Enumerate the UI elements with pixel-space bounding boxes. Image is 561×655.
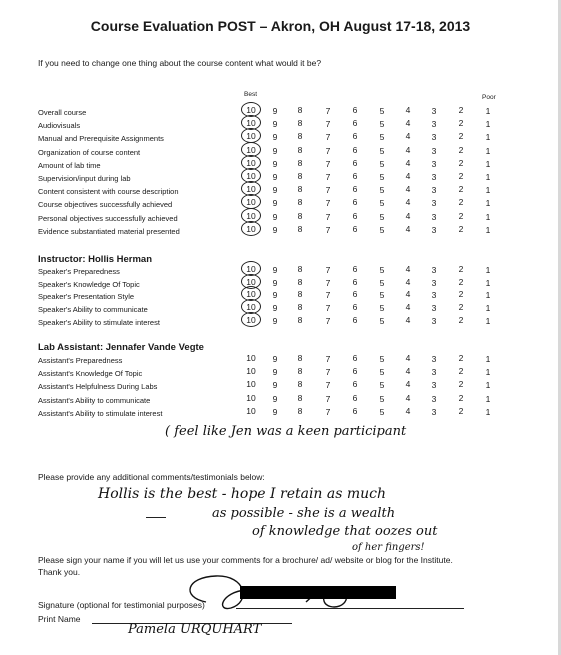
signature-label: Signature (optional for testimonial purposes) xyxy=(38,600,205,610)
lab-rating-option[interactable]: 3 xyxy=(431,393,437,404)
course-rating-option[interactable]: 10 xyxy=(246,184,256,195)
course-rating-option[interactable]: 1 xyxy=(485,158,491,169)
course-rating-option[interactable]: 9 xyxy=(272,132,278,143)
lab-rating-option[interactable]: 6 xyxy=(352,366,358,377)
course-rating-option[interactable]: 7 xyxy=(325,119,331,130)
lab-rating-option[interactable]: 5 xyxy=(379,380,385,391)
instructor-rating-option[interactable]: 3 xyxy=(431,315,437,326)
instructor-rating-option[interactable]: 1 xyxy=(485,277,491,288)
course-rating-option[interactable]: 7 xyxy=(325,172,331,182)
course-rating-option[interactable]: 10 xyxy=(246,144,256,155)
course-rating-option[interactable]: 3 xyxy=(431,119,437,130)
handwritten-comment-line-4: of her fingers! xyxy=(352,542,425,553)
lab-rating-option[interactable]: 2 xyxy=(458,366,464,377)
course-rating-option[interactable]: 5 xyxy=(379,198,385,209)
consent-thanks: Thank you. xyxy=(38,567,81,577)
course-rating-option[interactable]: 4 xyxy=(405,131,411,142)
course-rating-option[interactable]: 8 xyxy=(297,223,303,234)
course-rating-option[interactable]: 10 xyxy=(246,118,256,129)
instructor-row-label: Speaker's Ability to communicate xyxy=(38,305,148,315)
instructor-rating-option[interactable]: 1 xyxy=(485,265,491,275)
instructor-rating-option[interactable]: 5 xyxy=(379,290,385,301)
instructor-rating-option[interactable]: 9 xyxy=(272,290,278,301)
lab-rating-option[interactable]: 1 xyxy=(485,393,491,404)
course-rating-option[interactable]: 7 xyxy=(325,145,331,156)
course-rating-option[interactable]: 7 xyxy=(325,211,331,222)
lab-assistant-heading: Lab Assistant: Jennafer Vande Vegte xyxy=(38,342,204,353)
instructor-rating-option[interactable]: 8 xyxy=(297,264,303,274)
instructor-rating-option[interactable]: 10 xyxy=(246,289,256,300)
instructor-rating-option[interactable]: 3 xyxy=(431,277,437,288)
course-rating-option[interactable]: 4 xyxy=(405,197,411,208)
instructor-rating-option[interactable]: 6 xyxy=(352,314,358,325)
instructor-rating-option[interactable]: 8 xyxy=(297,302,303,313)
lab-rating-option[interactable]: 1 xyxy=(485,380,491,391)
instructor-rating-option[interactable]: 6 xyxy=(352,289,358,300)
scale-best-label: Best xyxy=(244,91,258,98)
instructor-rating-option[interactable]: 6 xyxy=(352,302,358,313)
lab-rating-option[interactable]: 4 xyxy=(405,392,411,403)
instructor-row-label: Speaker's Ability to stimulate interest xyxy=(38,317,160,327)
instructor-rating-option[interactable]: 3 xyxy=(431,265,437,275)
instructor-row-label: Speaker's Presentation Style xyxy=(38,292,135,302)
instructor-heading: Instructor: Hollis Herman xyxy=(38,254,153,265)
course-rating-option[interactable]: 6 xyxy=(352,210,358,221)
consent-text: Please sign your name if you will let us use your comments for a brochure/ ad/ website or blog for the Institute. xyxy=(38,555,453,565)
lab-rating-option[interactable]: 1 xyxy=(485,354,491,364)
course-rating-option[interactable]: 2 xyxy=(458,223,464,234)
lab-rating-option[interactable]: 8 xyxy=(297,366,303,377)
instructor-rating-option[interactable]: 10 xyxy=(246,264,256,274)
course-rating-option[interactable]: 5 xyxy=(379,158,385,169)
course-rating-option[interactable]: 4 xyxy=(405,157,411,168)
instructor-rating-option[interactable]: 4 xyxy=(405,314,411,325)
lab-rating-option[interactable]: 8 xyxy=(297,392,303,403)
lab-rating-option[interactable]: 7 xyxy=(325,380,331,391)
print-name-label: Print Name xyxy=(38,614,81,624)
course-rating-option[interactable]: 7 xyxy=(325,158,331,169)
lab-rating-option[interactable]: 10 xyxy=(246,405,256,416)
lab-row-label: Assistant's Knowledge Of Topic xyxy=(38,369,143,379)
lab-rating-option[interactable]: 5 xyxy=(379,354,385,364)
course-rating-option[interactable]: 3 xyxy=(431,185,437,196)
lab-rating-option[interactable]: 2 xyxy=(458,392,464,403)
course-rating-option[interactable]: 6 xyxy=(352,171,358,181)
handwritten-comment-line-1: Hollis is the best - hope I retain as much xyxy=(98,486,387,502)
course-rating-option[interactable]: 7 xyxy=(325,106,331,116)
course-rating-option[interactable]: 7 xyxy=(325,132,331,143)
course-rating-option[interactable]: 8 xyxy=(297,197,303,208)
lab-rating-option[interactable]: 8 xyxy=(297,353,303,363)
course-rating-option[interactable]: 2 xyxy=(458,197,464,208)
lab-rating-option[interactable]: 5 xyxy=(379,406,385,417)
instructor-rating-option[interactable]: 1 xyxy=(485,290,491,301)
course-rating-option[interactable]: 1 xyxy=(485,185,491,196)
lab-rating-option[interactable]: 1 xyxy=(485,367,491,378)
course-rating-option[interactable]: 8 xyxy=(297,210,303,221)
instructor-rating-option[interactable]: 6 xyxy=(352,276,358,287)
course-rating-option[interactable]: 9 xyxy=(272,198,278,209)
lab-rating-option[interactable]: 9 xyxy=(272,406,278,417)
course-row-label: Overall course xyxy=(38,108,87,117)
course-rating-option[interactable]: 5 xyxy=(379,119,385,130)
lab-rating-option[interactable]: 7 xyxy=(325,406,331,417)
lab-rating-option[interactable]: 6 xyxy=(352,379,358,390)
lab-rating-option[interactable]: 4 xyxy=(405,353,411,363)
course-rating-option[interactable]: 4 xyxy=(405,144,411,155)
comments-prompt: Please provide any additional comments/testimonials below: xyxy=(38,472,265,482)
course-rating-option[interactable]: 3 xyxy=(431,211,437,222)
lab-rating-option[interactable]: 9 xyxy=(272,354,278,364)
lab-rating-option[interactable]: 10 xyxy=(246,379,256,390)
course-rating-option[interactable]: 7 xyxy=(325,224,331,235)
course-rating-option[interactable]: 8 xyxy=(297,144,303,155)
course-rating-option[interactable]: 8 xyxy=(297,118,303,129)
instructor-rating-option[interactable]: 2 xyxy=(458,276,464,287)
course-rating-option[interactable]: 1 xyxy=(485,132,491,143)
course-rating-option[interactable]: 5 xyxy=(379,145,385,156)
lab-row-label: Assistant's Ability to stimulate interest xyxy=(38,408,163,418)
instructor-rating-option[interactable]: 4 xyxy=(405,264,411,274)
course-rating-option[interactable]: 3 xyxy=(431,145,437,156)
course-rating-option[interactable]: 9 xyxy=(272,172,278,182)
lab-rating-option[interactable]: 9 xyxy=(272,380,278,391)
instructor-rating-option[interactable]: 7 xyxy=(325,315,331,326)
course-rating-option[interactable]: 4 xyxy=(405,223,411,234)
course-rating-option[interactable]: 8 xyxy=(297,157,303,168)
instructor-rating-option[interactable]: 4 xyxy=(405,289,411,300)
course-rating-option[interactable]: 6 xyxy=(352,197,358,208)
course-rating-option[interactable]: 4 xyxy=(405,171,411,181)
course-rating-option[interactable]: 5 xyxy=(379,224,385,235)
instructor-rating-option[interactable]: 5 xyxy=(379,303,385,314)
course-row-label: Supervision/input during lab xyxy=(38,174,131,183)
instructor-rating-option[interactable]: 3 xyxy=(431,303,437,314)
course-rating-option[interactable]: 9 xyxy=(272,211,278,222)
instructor-rating-option[interactable]: 10 xyxy=(246,314,256,325)
instructor-rating-option[interactable]: 10 xyxy=(246,276,256,287)
lab-rating-option[interactable]: 8 xyxy=(297,405,303,416)
lab-rating-option[interactable]: 9 xyxy=(272,393,278,404)
course-rating-option[interactable]: 4 xyxy=(405,184,411,195)
instructor-rating-option[interactable]: 9 xyxy=(272,303,278,314)
course-row-label: Course objectives successfully achieved xyxy=(38,200,173,210)
instructor-rating-option[interactable]: 2 xyxy=(458,302,464,313)
course-rating-option[interactable]: 2 xyxy=(458,131,464,142)
lab-rating-option[interactable]: 2 xyxy=(458,379,464,390)
lab-rating-option[interactable]: 3 xyxy=(431,380,437,391)
course-rating-option[interactable]: 5 xyxy=(379,132,385,143)
course-rating-option[interactable]: 5 xyxy=(379,172,385,182)
course-rating-option[interactable]: 3 xyxy=(431,106,437,116)
course-rating-option[interactable]: 6 xyxy=(352,131,358,142)
course-rating-option[interactable]: 1 xyxy=(485,198,491,209)
course-rating-option[interactable]: 9 xyxy=(272,145,278,156)
course-rating-option[interactable]: 2 xyxy=(458,184,464,195)
course-row-label: Evidence substantiated material presented xyxy=(38,226,180,236)
course-rating-option[interactable]: 2 xyxy=(458,144,464,155)
course-rating-option[interactable]: 1 xyxy=(485,211,491,222)
lab-rating-option[interactable]: 3 xyxy=(431,367,437,378)
lab-rating-option[interactable]: 6 xyxy=(352,353,358,363)
lab-rating-option[interactable]: 3 xyxy=(431,354,437,364)
instructor-rating-option[interactable]: 6 xyxy=(352,264,358,274)
course-rating-option[interactable]: 5 xyxy=(379,211,385,222)
course-rating-option[interactable]: 6 xyxy=(352,118,358,129)
lab-rating-option[interactable]: 3 xyxy=(431,406,437,417)
course-rating-option[interactable]: 4 xyxy=(405,105,411,115)
course-rating-option[interactable]: 6 xyxy=(352,184,358,195)
instructor-rating-option[interactable]: 8 xyxy=(297,289,303,300)
instructor-rating-option[interactable]: 8 xyxy=(297,276,303,287)
instructor-rating-option[interactable]: 5 xyxy=(379,315,385,326)
course-rating-option[interactable]: 10 xyxy=(246,105,256,115)
course-row-label: Organization of course content xyxy=(38,147,141,157)
lab-row-label: Assistant's Helpfulness During Labs xyxy=(38,382,158,392)
course-rating-option[interactable]: 6 xyxy=(352,105,358,115)
instructor-rating-option[interactable]: 5 xyxy=(379,265,385,275)
course-rating-option[interactable]: 5 xyxy=(379,185,385,196)
instructor-rating-option[interactable]: 2 xyxy=(458,314,464,325)
instructor-rating-option[interactable]: 7 xyxy=(325,303,331,314)
handwritten-comment-line-2: as possible - she is a wealth xyxy=(212,506,396,521)
course-rating-option[interactable]: 3 xyxy=(431,172,437,182)
course-rating-option[interactable]: 2 xyxy=(458,171,464,181)
course-rating-option[interactable]: 6 xyxy=(352,144,358,155)
lab-rating-option[interactable]: 4 xyxy=(405,405,411,416)
lab-rating-option[interactable]: 1 xyxy=(485,406,491,417)
instructor-rating-option[interactable]: 8 xyxy=(297,314,303,325)
lab-rating-option[interactable]: 10 xyxy=(246,392,256,403)
page-title: Course Evaluation POST – Akron, OH August 17-18, 2013 xyxy=(90,18,471,34)
course-rating-option[interactable]: 1 xyxy=(485,224,491,235)
lab-rating-option[interactable]: 7 xyxy=(325,367,331,378)
course-rating-option[interactable]: 10 xyxy=(246,197,256,208)
scale-poor-label: Poor xyxy=(482,94,496,101)
instructor-rating-option[interactable]: 9 xyxy=(272,265,278,275)
lab-rating-option[interactable]: 5 xyxy=(379,367,385,378)
instructor-rating-option[interactable]: 4 xyxy=(405,276,411,287)
lab-rating-option[interactable]: 2 xyxy=(458,405,464,416)
lab-row-label: Assistant's Ability to communicate xyxy=(38,395,151,405)
course-rating-option[interactable]: 3 xyxy=(431,132,437,143)
lab-rating-option[interactable]: 4 xyxy=(405,366,411,377)
course-rating-option[interactable]: 2 xyxy=(458,105,464,115)
course-rating-option[interactable]: 8 xyxy=(297,131,303,142)
instructor-row-label: Speaker's Preparedness xyxy=(38,267,120,276)
lab-rating-option[interactable]: 7 xyxy=(325,354,331,364)
instructor-rating-option[interactable]: 1 xyxy=(485,315,491,326)
lab-rating-option[interactable]: 7 xyxy=(325,393,331,404)
course-rating-option[interactable]: 2 xyxy=(458,118,464,129)
comment-dash xyxy=(146,517,166,518)
instructor-rating-option[interactable]: 10 xyxy=(246,302,256,313)
handwritten-comment-line-3: of knowledge that oozes out xyxy=(252,524,438,539)
course-row-label: Content consistent with course description xyxy=(38,187,179,197)
handwritten-lab-note: ( feel like Jen was a keen participant xyxy=(165,424,407,439)
lab-rating-option[interactable]: 4 xyxy=(405,379,411,390)
course-rating-option[interactable]: 3 xyxy=(431,158,437,169)
course-rating-option[interactable]: 3 xyxy=(431,198,437,209)
lab-rating-option[interactable]: 10 xyxy=(246,353,256,363)
lab-rating-option[interactable]: 2 xyxy=(458,353,464,363)
course-rating-option[interactable]: 10 xyxy=(246,131,256,142)
course-row-label: Personal objectives successfully achieved xyxy=(38,213,178,223)
course-rating-option[interactable]: 3 xyxy=(431,224,437,235)
course-rating-option[interactable]: 7 xyxy=(325,185,331,196)
printed-name-handwritten: Pamela URQUHART xyxy=(128,622,262,637)
instructor-rating-option[interactable]: 7 xyxy=(325,277,331,288)
course-rating-option[interactable]: 8 xyxy=(297,105,303,115)
course-rating-option[interactable]: 10 xyxy=(246,210,256,221)
instructor-rating-option[interactable]: 4 xyxy=(405,302,411,313)
question-text: If you need to change one thing about the course content what would it be? xyxy=(38,58,322,68)
course-row-label: Manual and Prerequisite Assignments xyxy=(38,134,164,144)
instructor-selected-rating-circle xyxy=(241,312,261,327)
course-rating-option[interactable]: 5 xyxy=(379,106,385,116)
lab-rating-option[interactable]: 9 xyxy=(272,367,278,378)
course-rating-option[interactable]: 6 xyxy=(352,223,358,234)
course-rating-option[interactable]: 9 xyxy=(272,185,278,196)
lab-rating-option[interactable]: 6 xyxy=(352,405,358,416)
course-rating-option[interactable]: 7 xyxy=(325,198,331,209)
course-rating-option[interactable]: 4 xyxy=(405,210,411,221)
course-rating-option[interactable]: 10 xyxy=(246,223,256,234)
course-selected-rating-circle xyxy=(241,221,261,236)
course-rating-option[interactable]: 1 xyxy=(485,172,491,182)
course-rating-option[interactable]: 1 xyxy=(485,119,491,130)
instructor-rating-option[interactable]: 3 xyxy=(431,290,437,301)
lab-row-label: Assistant's Preparedness xyxy=(38,356,123,365)
instructor-rating-option[interactable]: 5 xyxy=(379,277,385,288)
course-row-label: Audiovisuals xyxy=(38,121,81,131)
course-rating-option[interactable]: 8 xyxy=(297,184,303,195)
lab-rating-option[interactable]: 5 xyxy=(379,393,385,404)
instructor-row-label: Speaker's Knowledge Of Topic xyxy=(38,279,140,289)
course-rating-option[interactable]: 9 xyxy=(272,119,278,130)
lab-rating-option[interactable]: 10 xyxy=(246,366,256,377)
course-rating-option[interactable]: 1 xyxy=(485,145,491,156)
course-rating-option[interactable]: 9 xyxy=(272,106,278,116)
course-rating-option[interactable]: 6 xyxy=(352,157,358,168)
instructor-rating-option[interactable]: 9 xyxy=(272,277,278,288)
course-rating-option[interactable]: 10 xyxy=(246,171,256,181)
instructor-rating-option[interactable]: 7 xyxy=(325,290,331,301)
course-rating-option[interactable]: 9 xyxy=(272,158,278,169)
course-rating-option[interactable]: 10 xyxy=(246,157,256,168)
course-rating-option[interactable]: 9 xyxy=(272,224,278,235)
signature-redaction xyxy=(240,586,396,599)
instructor-rating-option[interactable]: 2 xyxy=(458,264,464,274)
course-rating-option[interactable]: 2 xyxy=(458,157,464,168)
course-rating-option[interactable]: 1 xyxy=(485,106,491,116)
course-rating-option[interactable]: 8 xyxy=(297,171,303,181)
lab-rating-option[interactable]: 8 xyxy=(297,379,303,390)
instructor-rating-option[interactable]: 2 xyxy=(458,289,464,300)
lab-rating-option[interactable]: 6 xyxy=(352,392,358,403)
course-rating-option[interactable]: 2 xyxy=(458,210,464,221)
instructor-rating-option[interactable]: 9 xyxy=(272,315,278,326)
instructor-rating-option[interactable]: 7 xyxy=(325,265,331,275)
course-row-label: Amount of lab time xyxy=(38,160,101,170)
instructor-rating-option[interactable]: 1 xyxy=(485,303,491,314)
course-rating-option[interactable]: 4 xyxy=(405,118,411,129)
